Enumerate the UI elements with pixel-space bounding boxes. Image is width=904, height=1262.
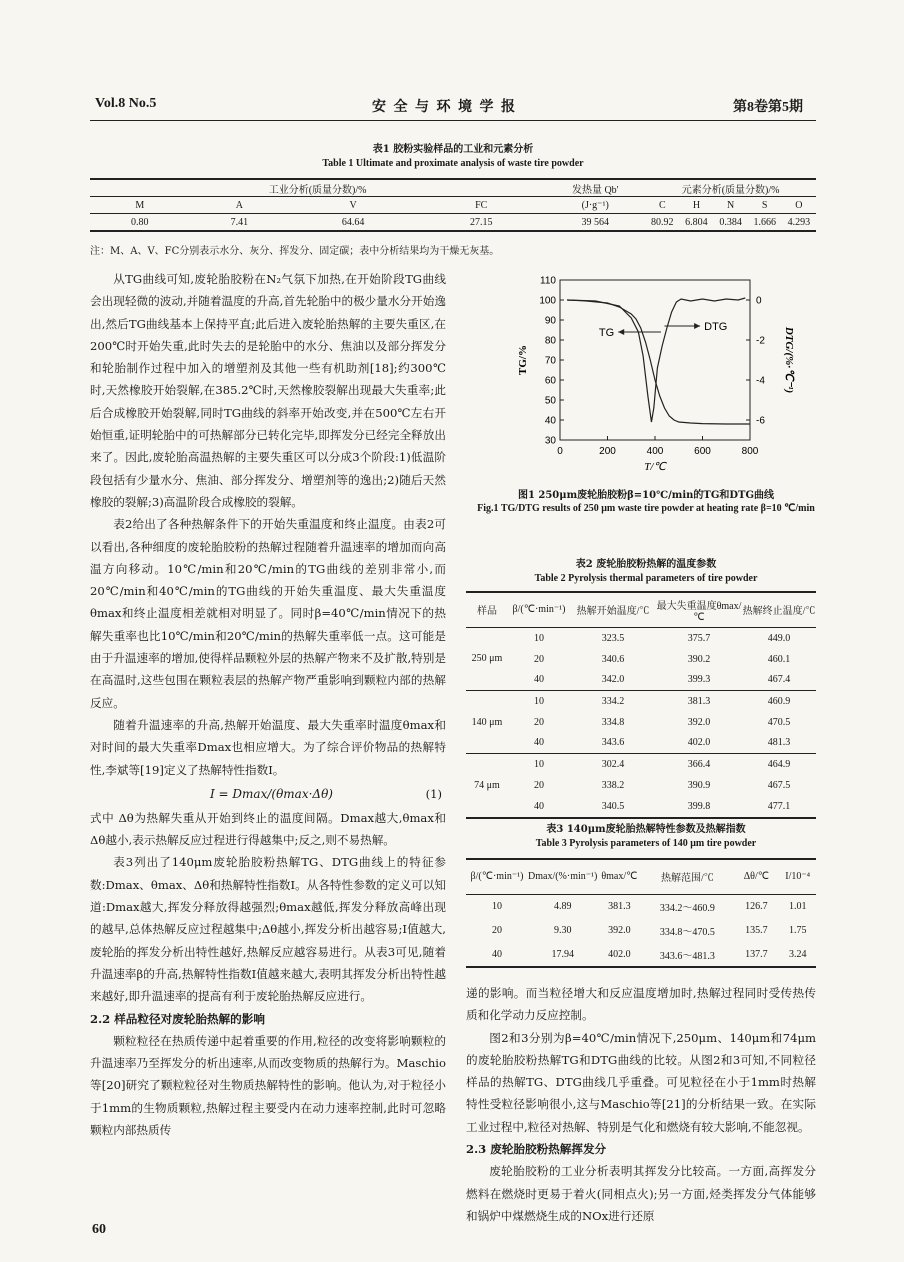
table2-cell: 392.0	[687, 716, 711, 728]
table2-cell: 460.1	[767, 653, 791, 665]
table3	[466, 858, 816, 968]
table2-cell: 340.5	[601, 800, 625, 812]
y-tick-label: 50	[544, 395, 556, 407]
x-tick-label: 600	[694, 446, 711, 457]
table2-cell: 20	[534, 716, 544, 728]
table3-cell: 135.7	[745, 924, 768, 936]
table2-caption-en: Table 2 Pyrolysis thermal parameters of tire powder	[534, 573, 758, 584]
plot-frame	[560, 280, 750, 440]
table1-col: A	[235, 199, 243, 211]
table1-cell: 4.293	[787, 216, 811, 228]
table2-header: β/(℃·min⁻¹)	[512, 604, 566, 616]
paragraph: 颗粒粒径在热质传递中起着重要的作用,粒径的改变将影响颗粒的升温速率乃至挥发分的析出速率,从而改变物质的热解行为。Maschio等[20]研究了颗粒粒径对生物质热解特性的影响。他认为,对于粒径小于1mm的生物质颗粒,热解过程主要受内在动力速率控制,此时可忽略颗粒内部热质传	[90, 1033, 446, 1137]
paragraph: 废轮胎胶粉的工业分析表明其挥发分比较高。一方面,高挥发分燃料在燃烧时更易于着火(同相点火);另一方面,烃类挥发分气体能够和锅炉中煤燃烧生成的NOx进行还原	[466, 1164, 816, 1223]
table3-cell: 40	[492, 948, 502, 960]
table2-cell: 449.0	[767, 632, 791, 644]
table2-cell: 10	[534, 695, 544, 707]
dtg-annotation: DTG	[704, 321, 728, 333]
table2-cell: 464.9	[767, 758, 791, 770]
equation: I = Dmax/(θmax·Δθ)	[210, 786, 333, 801]
y2-axis-label: DTG/(%·℃⁻¹)	[783, 326, 795, 394]
figure1-caption-cn: 图1 250μm废轮胎胶粉β=10℃/min的TG和DTG曲线	[517, 490, 775, 501]
table2-cell: 390.9	[687, 779, 711, 791]
y-axis-label: TG/%	[517, 345, 529, 375]
table1-col: O	[795, 199, 803, 211]
table2-sample: 74 μm	[474, 779, 500, 791]
y2-tick-label: -6	[756, 415, 765, 427]
tg-arrowhead	[618, 329, 624, 335]
paragraph: 递的影响。而当粒径增大和反应温度增加时,热解过程同时受传热传质和化学动力反应控制。	[466, 986, 816, 1023]
table2-cell: 481.3	[767, 737, 791, 749]
table3-header: θmax/℃	[601, 871, 638, 883]
table2-header: 最大失重温度θmax/℃	[656, 600, 742, 623]
table2-cell: 334.8	[601, 716, 625, 728]
table2-cell: 375.7	[687, 632, 711, 644]
table1-cell: 7.41	[230, 216, 249, 228]
table3-cell: 137.7	[745, 948, 768, 960]
table3-cell: 1.75	[788, 924, 807, 936]
table2-cell: 381.3	[687, 695, 711, 707]
table1-col: FC	[475, 199, 488, 211]
table1-col: M	[135, 199, 145, 211]
table1-caption-en: Table 1 Ultimate and proximate analysis of waste tire powder	[322, 158, 584, 169]
paragraph: 从TG曲线可知,废轮胎胶粉在N₂气氛下加热,在开始阶段TG曲线会出现轻微的波动,并随着温度的升高,首先轮胎中的极少量水分开始逸出,然后TG曲线基本上保持平直;此后进入废轮胎热解的主要失重区,在200℃时开始失重,此时失去的是轮胎中的水分、焦油以及部分挥发分和轮胎制作过程中加入的增塑剂及其他一些有机助剂[18];约300℃时,天然橡胶开始裂解,在385.2℃时,天然橡胶裂解出现最大失重率;此后合成橡胶开始裂解,同时TG曲线的斜率开始改变,并在500℃左右开始恒重,证明轮胎中的可热解部分已转化完毕,即挥发分已经完全释放出来了。因此,废轮胎高温热解的主要失重区可以分成3个阶段:1)低温阶段包括有少量水分、焦油、部分挥发分、增塑剂等的逸出;2)随后天然橡胶的裂解;3)高温阶段合成橡胶的裂解。	[90, 272, 446, 509]
y-tick-label: 100	[539, 295, 556, 307]
table3-header: Δθ/℃	[743, 871, 769, 883]
y-tick-label: 60	[544, 375, 556, 387]
table2-cell: 40	[534, 674, 544, 686]
table1-col: N	[726, 199, 735, 211]
table3-cell: 3.24	[788, 948, 807, 960]
equation-number: (1)	[425, 786, 442, 801]
table3-header: 热解范围/℃	[660, 873, 714, 885]
paragraph: 表3列出了140μm废轮胎胶粉热解TG、DTG曲线上的特征参数:Dmax、θmax、Δθ和热解特性指数I。从各特性参数的定义可以知道:Dmax越大,挥发分释放得越强烈;θmax越低,挥发分释放高峰出现的越早,总体热解反应过程越集中;Δθ越小,挥发分析出越容易;I值越大,废轮胎的挥发分析出特性越好,热解反应越容易进行。从表3可见,随着升温速率β的升高,热解特性指数I值越来越大,表明其挥发分析出特性越来越好,即升温速率的提高有利于废轮胎热解反应进行。	[90, 855, 446, 1004]
table2-cell: 470.5	[767, 716, 791, 728]
table1-cell: 1.666	[753, 216, 776, 228]
y-tick-label: 30	[544, 435, 556, 447]
table1-col: H	[692, 199, 701, 211]
paragraph: 式中 Δθ为热解失重从开始到终止的温度间隔。Dmax越大,θmax和Δθ越小,表示热解反应过程进行得越集中;反之,则不易热解。	[90, 810, 446, 848]
table1-col: S	[761, 199, 768, 211]
table3-cell: 9.30	[553, 924, 572, 936]
table2-cell: 40	[534, 800, 544, 812]
tg-dtg-chart	[476, 268, 816, 478]
table2-cell: 323.5	[601, 632, 625, 644]
table3-header: I/10⁻⁴	[785, 871, 811, 883]
table2-cell: 390.2	[687, 653, 711, 665]
y-tick-label: 80	[544, 335, 556, 347]
y2-tick-label: -4	[756, 375, 765, 387]
table2-cell: 343.6	[601, 737, 625, 749]
table3-cell: 20	[492, 924, 502, 936]
table1-cell: 0.80	[131, 216, 149, 228]
y2-tick-label: 0	[756, 295, 762, 307]
table2-cell: 302.4	[601, 758, 625, 770]
table1-cell: 0.384	[719, 216, 742, 228]
table1-cell: 39 564	[581, 216, 609, 228]
table3-cell: 392.0	[608, 924, 631, 936]
header-rule	[90, 120, 816, 121]
table2-sample: 250 μm	[471, 653, 503, 665]
x-axis-label: T/℃	[644, 461, 666, 473]
table1-group-proximate: 工业分析(质量分数)/%	[90, 180, 545, 197]
table1-caption-cn: 表1 胶粉实验样品的工业和元素分析	[372, 144, 534, 155]
table2-caption-cn: 表2 废轮胎胶粉热解的温度参数	[575, 559, 717, 570]
table1-col: V	[349, 199, 357, 211]
right-column	[466, 982, 816, 1227]
table2-cell: 477.1	[767, 800, 791, 812]
table1-cell: 27.15	[469, 216, 493, 228]
table1-col: C	[658, 199, 666, 211]
table3-caption-cn: 表3 140μm废轮胎热解特性参数及热解指数	[546, 824, 746, 835]
y2-tick-label: -2	[756, 335, 765, 347]
table2-header: 热解终止温度/℃	[742, 606, 816, 618]
table2-cell: 338.2	[601, 779, 625, 791]
x-tick-label: 800	[741, 446, 759, 457]
table3-header: Dmax/(%·min⁻¹)	[528, 871, 598, 883]
left-column	[90, 268, 446, 1141]
table3-cell: 402.0	[608, 948, 631, 960]
table2-cell: 340.6	[601, 653, 625, 665]
table1-col-heat-unit: (J·g⁻¹)	[581, 199, 609, 211]
table1-group-ultimate: 元素分析(质量分数)/%	[645, 180, 816, 197]
y-tick-label: 110	[540, 275, 556, 287]
paragraph: 表2给出了各种热解条件下的开始失重温度和终止温度。由表2可以看出,各种细度的废轮胎胶粉的热解过程随着升温速率的增加而向高温方向移动。10℃/min和20℃/min的TG曲线的差别非常小,而20℃/min和40℃/min的TG曲线的开始失重温度、最大失重温度θmax和终止温度相差就相对明显了。同时β=40℃/min情况下的热解失重率也比10℃/min和20℃/min的热解失重率低一点。这可能是由于升温速率的增加,使得样品颗粒外层的热解产物来不及扩散,特别是在高温时,这些包围在颗粒表层的热解产物严重影响到颗粒内部的热解反应。	[90, 517, 446, 710]
journal-title: 安 全 与 环 境 学 报	[372, 100, 517, 115]
table2-cell: 460.9	[767, 695, 791, 707]
table1-group-heat: 发热量 Qb'	[545, 180, 645, 197]
table1-cell: 6.804	[685, 216, 708, 228]
table3-cell: 126.7	[745, 900, 768, 912]
table1-note: 注：M、A、V、FC分别表示水分、灰分、挥发分、固定碳；表中分析结果均为干燥无灰基。	[90, 246, 500, 257]
table3-caption-en: Table 3 Pyrolysis parameters of 140 μm tire powder	[535, 838, 757, 849]
table2-header: 热解开始温度/℃	[576, 606, 650, 618]
table2-cell: 10	[534, 758, 544, 770]
y-tick-label: 90	[544, 315, 556, 327]
header-issue: 第8卷第5期	[733, 100, 803, 115]
table2-cell: 399.3	[687, 674, 711, 686]
header-volume: Vol.8 No.5	[95, 96, 157, 111]
table1-cell: 80.92	[651, 216, 674, 228]
paragraph: 随着升温速率的升高,热解开始温度、最大失重率时温度θmax和对时间的最大失重率Dmax也相应增大。为了综合评价物品的热解特性,李斌等[19]定义了热解特性指数I。	[90, 717, 446, 777]
x-tick-label: 200	[599, 446, 616, 457]
table2-cell: 399.8	[687, 800, 711, 812]
table2	[466, 591, 816, 819]
table3-cell: 1.01	[788, 900, 807, 912]
dtg-curve	[567, 298, 745, 422]
dtg-arrowhead	[694, 323, 700, 329]
table2-cell: 467.5	[767, 779, 791, 791]
table3-cell: 381.3	[608, 900, 631, 912]
table3-cell: 4.89	[553, 900, 572, 912]
table3-cell: 17.94	[551, 948, 574, 960]
page-number: 60	[92, 1222, 106, 1237]
table2-cell: 334.2	[601, 695, 625, 707]
y-tick-label: 70	[544, 355, 556, 367]
table3-cell: 343.6～481.3	[659, 950, 715, 962]
table2-cell: 342.0	[601, 674, 625, 686]
table2-cell: 402.0	[687, 737, 711, 749]
table3-cell: 334.2～460.9	[659, 902, 715, 914]
table1	[90, 178, 816, 232]
table2-cell: 10	[534, 632, 544, 644]
table2-cell: 40	[534, 737, 544, 749]
section-heading-2-3: 2.3 废轮胎胶粉热解挥发分	[466, 1142, 607, 1157]
table2-cell: 467.4	[767, 674, 791, 686]
tg-annotation: TG	[598, 327, 615, 339]
table2-cell: 20	[534, 653, 544, 665]
y-tick-label: 40	[544, 415, 556, 427]
table2-sample: 140 μm	[471, 716, 503, 728]
table2-cell: 20	[534, 779, 544, 791]
table2-cell: 366.4	[687, 758, 711, 770]
paragraph: 图2和3分别为β=40℃/min情况下,250μm、140μm和74μm的废轮胎胶粉热解TG和DTG曲线的比较。从图2和3可知,不同粒径样品的热解TG、DTG曲线几乎重叠。可见粒径在小于1mm时热解特性受粒径影响很小,这与Maschio等[21]的分析结果一致。在实际工业过程中,粒径对热解、特别是气化和燃烧有较大影响,不能忽视。	[466, 1030, 816, 1134]
table3-cell: 334.8～470.5	[659, 926, 715, 938]
table1-cell: 64.64	[341, 216, 365, 228]
section-heading-2-2: 2.2 样品粒径对废轮胎热解的影响	[90, 1011, 265, 1026]
x-tick-label: 400	[646, 446, 664, 457]
table2-body	[466, 628, 816, 817]
figure1	[476, 268, 816, 478]
table3-cell: 10	[492, 900, 502, 912]
x-tick-label: 0	[557, 446, 563, 457]
table3-header: β/(℃·min⁻¹)	[470, 871, 524, 883]
table2-header: 样品	[477, 606, 497, 618]
figure1-caption-en: Fig.1 TG/DTG results of 250 μm waste tire powder at heating rate β=10 ℃/min	[477, 503, 815, 514]
